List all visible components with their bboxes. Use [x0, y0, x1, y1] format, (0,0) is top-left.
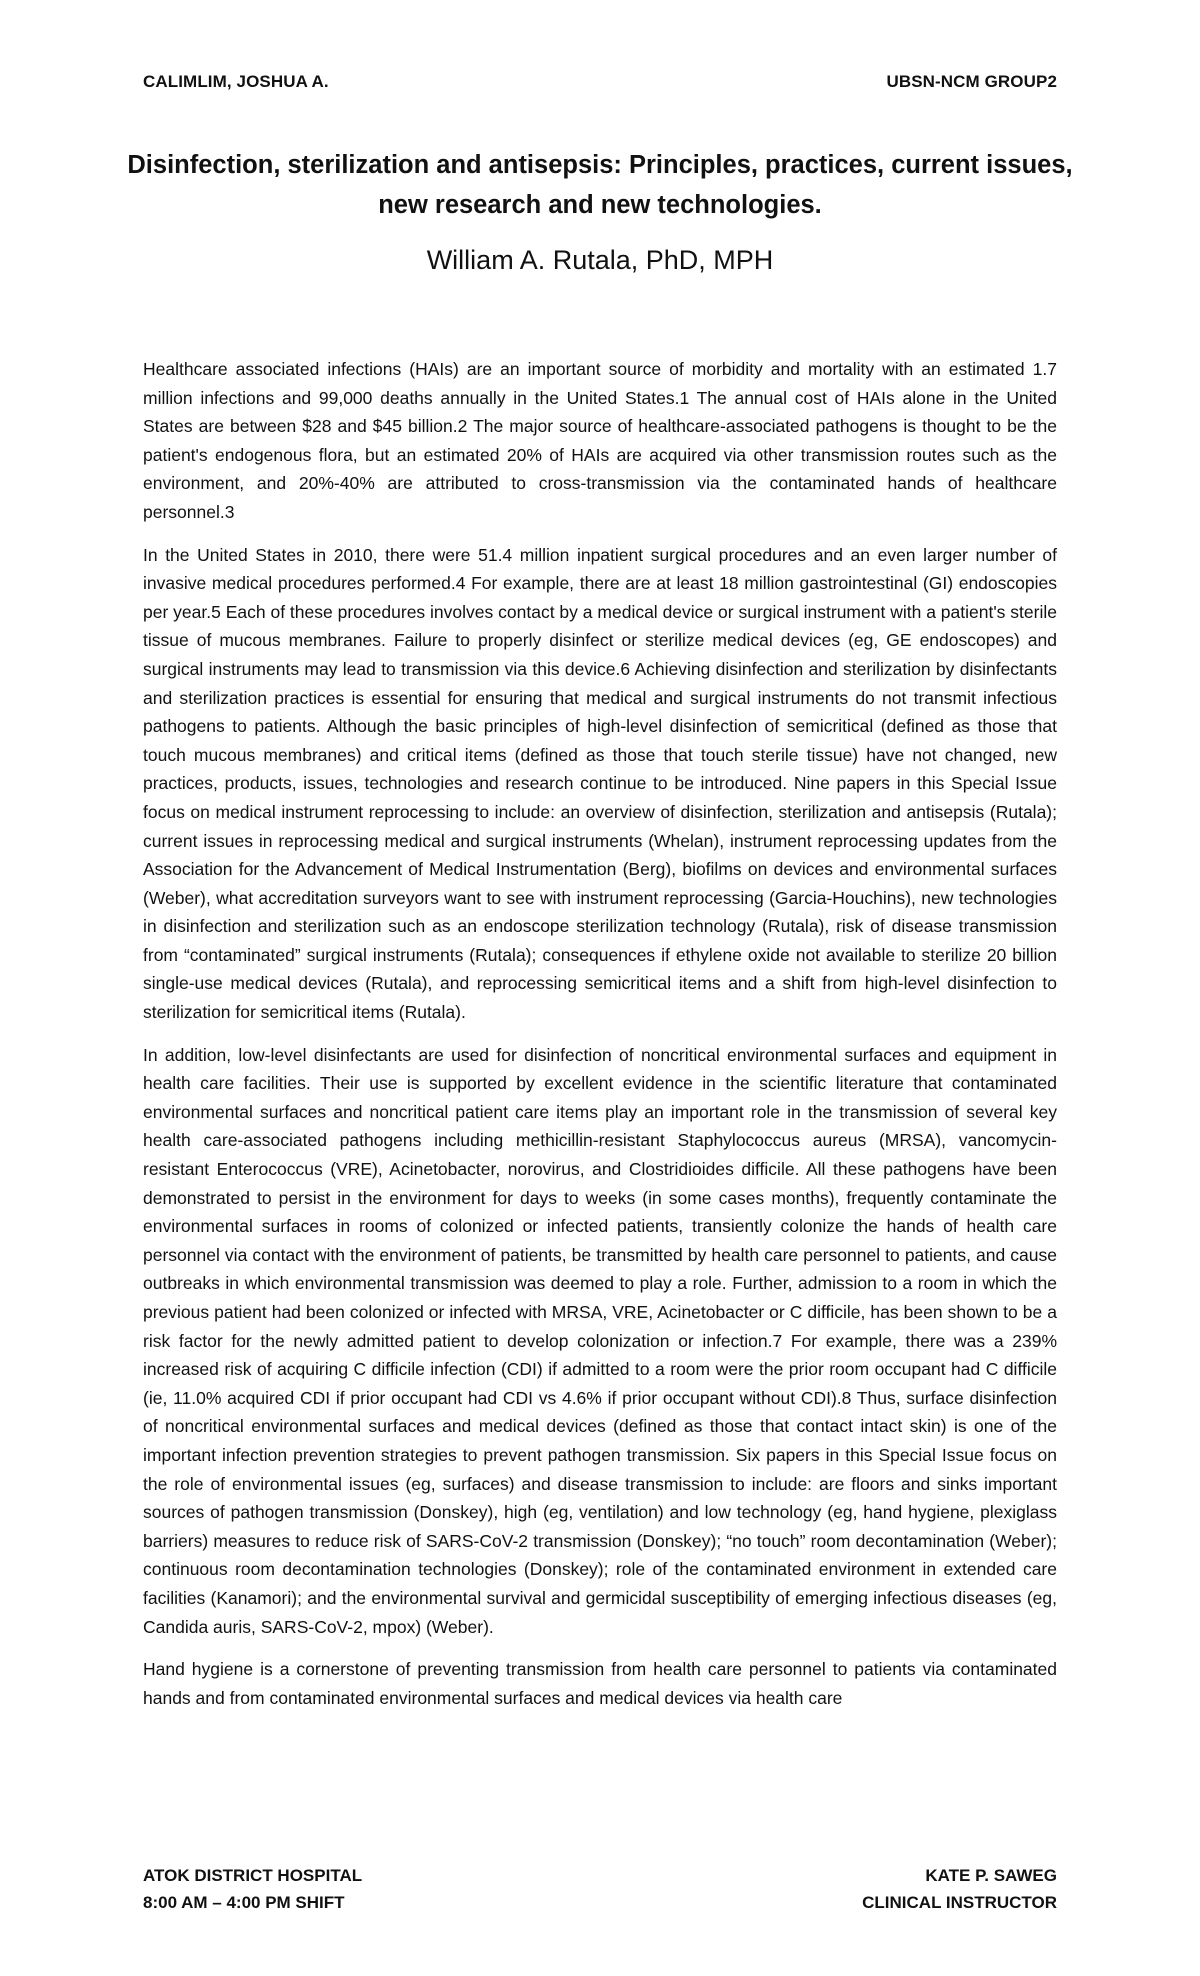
document-title: Disinfection, sterilization and antisepsis: Principles, practices, current issues, new research and new technologies. — [127, 151, 1073, 219]
document-author: William A. Rutala, PhD, MPH — [426, 245, 774, 275]
footer-right — [862, 1862, 1057, 1916]
footer-instructor-name: KATE P. SAWEG — [925, 1866, 1057, 1885]
paragraph: Hand hygiene is a cornerstone of preventing transmission from health care personnel to patients via contaminated hands and from contaminated environmental surfaces and medical devices via health care — [143, 1659, 1057, 1708]
document-body — [143, 355, 1057, 1726]
header-group: UBSN-NCM GROUP2 — [886, 72, 1057, 91]
page-footer — [143, 1862, 1057, 1916]
footer-hospital: ATOK DISTRICT HOSPITAL — [143, 1866, 363, 1885]
paragraph: Healthcare associated infections (HAIs) are an important source of morbidity and mortality with an estimated 1.7 million infections and 99,000 deaths annually in the United States.1 The annual cost of HAIs alone in the United States are between $28 and $45 billion.2 The major source of healthcare-associated pathogens is thought to be the patient's endogenous flora, but an estimated 20% of HAIs are acquired via other transmission routes such as the environment, and 20%-40% are attributed to cross-transmission via the contaminated hands of healthcare personnel.3 — [143, 359, 1057, 522]
paragraph: In addition, low-level disinfectants are used for disinfection of noncritical environmental surfaces and equipment in health care facilities. Their use is supported by excellent evidence in the scientific literature that contaminated environmental surfaces and noncritical patient care items play an important role in the transmission of several key health care-associated pathogens including methicillin-resistant Staphylococcus aureus (MRSA), vancomycin-resistant Enterococcus (VRE), Acinetobacter, norovirus, and Clostridioides difficile. All these pathogens have been demonstrated to persist in the environment for days to weeks (in some cases months), frequently contaminate the environmental surfaces in rooms of colonized or infected patients, transiently colonize the hands of health care personnel via contact with the environment of patients, be transmitted by health care personnel to patients, and cause outbreaks in which environmental transmission was deemed to play a role. Further, admission to a room in which the previous patient had been colonized or infected with MRSA, VRE, Acinetobacter or C difficile, has been shown to be a risk factor for the newly admitted patient to develop colonization or infection.7 For example, there was a 239% increased risk of acquiring C difficile infection (CDI) if admitted to a room were the prior room occupant had C difficile (ie, 11.0% acquired CDI if prior occupant had CDI vs 4.6% if prior occupant without CDI).8 Thus, surface disinfection of noncritical environmental surfaces and medical devices (defined as those that contact intact skin) is one of the important infection prevention strategies to prevent pathogen transmission. Six papers in this Special Issue focus on the role of environmental issues (eg, surfaces) and disease transmission to include: are floors and sinks important sources of pathogen transmission (Donskey), high (eg, ventilation) and low technology (eg, hand hygiene, plexiglass barriers) measures to reduce risk of SARS-CoV-2 transmission (Donskey); “no touch” room decontamination (Weber); continuous room decontamination technologies (Donskey); role of the contaminated environment in extended care facilities (Kanamori); and the environmental survival and germicidal susceptibility of emerging infectious diseases (eg, Candida auris, SARS-CoV-2, mpox) (Weber). — [143, 1044, 1057, 1637]
header-student-name: CALIMLIM, JOSHUA A. — [143, 72, 329, 91]
footer-shift: 8:00 AM – 4:00 PM SHIFT — [143, 1893, 345, 1912]
footer-instructor-title: CLINICAL INSTRUCTOR — [862, 1893, 1057, 1912]
paragraph: In the United States in 2010, there were 51.4 million inpatient surgical procedures and an even larger number of invasive medical procedures performed.4 For example, there are at least 18 million gastrointestinal (GI) endoscopies per year.5 Each of these procedures involves contact by a medical device or surgical instrument with a patient's sterile tissue of mucous membranes. Failure to properly disinfect or sterilize medical devices (eg, GE endoscopes) and surgical instruments may lead to transmission via this device.6 Achieving disinfection and sterilization by disinfectants and sterilization practices is essential for ensuring that medical and surgical instruments do not transmit infectious pathogens to patients. Although the basic principles of high-level disinfection of semicritical (defined as those that touch mucous membranes) and critical items (defined as those that touch sterile tissue) have not changed, new practices, products, issues, technologies and research continue to be introduced. Nine papers in this Special Issue focus on medical instrument reprocessing to include: an overview of disinfection, sterilization and antisepsis (Rutala); current issues in reprocessing medical and surgical instruments (Whelan), instrument reprocessing updates from the Association for the Advancement of Medical Instrumentation (Berg), biofilms on devices and environmental surfaces (Weber), what accreditation surveyors want to see with instrument reprocessing (Garcia-Houchins), new technologies in disinfection and sterilization such as an endoscope sterilization technology (Rutala), risk of disease transmission from “contaminated” surgical instruments (Rutala); consequences if ethylene oxide not available to sterilize 20 billion single-use medical devices (Rutala), and reprocessing semicritical items and a shift from high-level disinfection to sterilization for semicritical items (Rutala). — [143, 544, 1057, 1023]
footer-left — [143, 1862, 362, 1916]
page-header — [143, 72, 1057, 92]
